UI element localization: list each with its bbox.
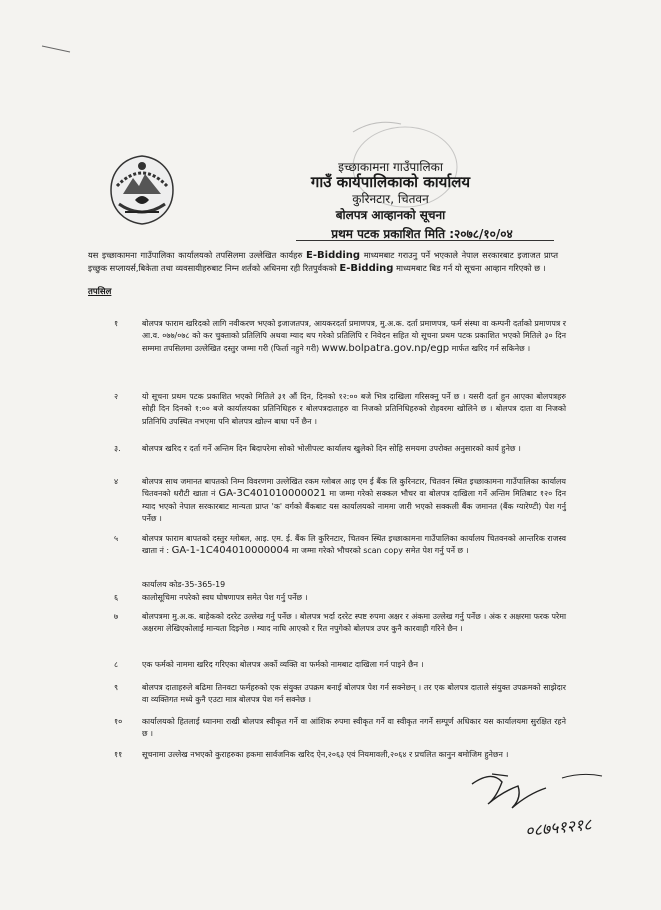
revenue-account: GA-1-1C404010000004 — [171, 545, 290, 557]
notice-title: बोलपत्र आव्हानको सूचना — [335, 208, 446, 222]
office-name: इच्छाकामना गाउँपालिका — [338, 160, 443, 174]
signature-date: ०८७५१२१८ — [524, 814, 593, 841]
notice-page: इच्छाकामना गाउँपालिका गाउँ कार्यपालिकाको कार्यालय कुरिनटार, चितवन बोलपत्र आव्हानको सूचना प्रथम पटक प्रकाशित मिति :२०७८/१०/०४ यस इच्छाकामना गाउँपालिका कार्यालयको तपसिलमा उल्लेखित कार्यहरु E-Bidding माध्यमबाट गराउनु पर्ने भएकाले नेपाल सरकारबाट इजाजत प्राप्त इच्छुक सप्लायर्स,बिकेता तथा व्यवसायीहरुबाट निम्न शर्तको अधिनमा रही रितपुर्वकको E-Bidding माध्यमबाट बिड गर्न यो सूचना आव्हान गरिएको छ । तपसिल १ बोलपत्र फाराम खरिदको लागि नवीकरण भएको इजाजतपत्र, आयकरदर्ता प्रमाणपत्र, मु.अ.क. दर्ता प्रमाणपत्र, फर्म संस्था वा कम्पनी दर्ताको प्रमाणपत्र र आ.व. ०७७/०७८ को कर चुक्ताको प्रतिलिपि अथवा म्याद थप गरेको प्रतिलिपि र निवेदन सहित यो सूचना प्रथम पटक प्रकाशित भएको मितिले ३० दिन सम्ममा तपसिलमा उल्लेखित दस्तुर जम्मा गरी (फिर्ता नहुने गरी) www.bolpatra.gov.np/egp मार्फत खरिद गर्न सकिनेछ । २ यो सूचना प्रथम पटक प्रकाशित भएको मितिले ३१ औं दिन, दिनको १२:०० बजे भित्र दाखिला गरिसक्नु पर्ने छ । यसरी दर्ता हुन आएका बोलपत्रहरु सोही दिन दिनको १:०० बजे कार्यालयका प्रतिनिधिहरु र बोलपत्रदाताहरु वा निजको प्रतिनिधिहरुको रोहवरमा खोलिने छ । बोलपत्र दाता वा निजको प्रतिनिधि उपस्थित नभएमा पनि बोलपत्र खोल्न बाधा पर्ने छैन । ३. बोलपत्र खरिद र दर्ता गर्ने अन्तिम दिन बिदापरेमा सोको भोलीपल्ट कार्यालय खुलेको दिन सोहि समयमा उपरोक्त अनुसारको कार्य हुनेछ । ४ बोलपत्र साथ जमानत बापतको निम्न विवरणमा उल्लेखित रकम ग्लोबल आइ एम ई बैंक लि कुरिनटार, चितवन स्थित इच्छाकामना गाउँपालिका कार्यालय चितवनको धरौटी खाता नं GA-3C401010000021 मा जम्मा गरेको सक्कल भौचर वा बोलपत्र दाखिला गर्ने अन्तिम मितिबाट १२० दिन म्याद भएको नेपाल सरकारबाट मान्यता प्राप्त 'क' वर्गको बैंकबाट यस कार्यालयको नाममा जारी भएको सक्कली बैंक जमानत (बैंक ग्यारेण्टी) पेश गर्नु पर्नेछ । ५ बोलपत्र फाराम बापतको दस्तुर ग्लोबल, आइ. एम. ई. बैंक लि कुरिनटार, चितवन स्थित इच्छाकामना गाउँपालिका कार्यालय चितवनको आन्तरिक राजस्व खाता नं : GA-1-1C404010000004 मा जम्मा गरेको भौचरको scan copy समेत पेश गर्नु पर्ने छ । कार्यालय कोड-35-365-19 ६ कालोसूचिमा नपरेको स्वघ घोषणापत्र समेत पेश गर्नु पर्नेछ । ७ बोलपत्रमा मु.अ.क. बाहेकको दररेट उल्लेख गर्नु पर्नेछ । बोलपत्र भर्दा दररेट स्पष्ट रुपमा अक्षर र अंकमा उल्लेख गर्नु पर्नेछ । अंक र अक्षरमा फरक परेमा अक्षरमा लेखिएकोलाई मान्यता दिइनेछ । म्याद नाघि आएको र रित नपुगेको बोलपत्र उपर कुनै कारवाही गरिने छैन । ८ एक फर्मको नाममा खरिद गरिएका बोलपत्र अर्को व्यक्ति वा फर्मको नामबाट दाखिला गर्न पाइने छैन । ९ बोलपत्र दाताहरुले बढिमा तिनवटा फर्महरुको एक संयुक्त उपक्रम बनाई बोलपत्र पेश गर्न सक्नेछन् । तर एक बोलपत्र दाताले संयुक्त उपक्रमको साझेदार वा व्यक्तिगत मध्ये कुनै एउटा मात्र बोलपत्र पेश गर्न सक्नेछ । १० कार्यालयको हितलाई ध्यानमा राखी बोलपत्र स्वीकृत गर्ने वा आंशिक रुपमा स्वीकृत गर्ने वा स्वीकृत नगर्ने सम्पूर्ण अधिकार यस कार्यालयमा सुरक्षित रहने छ । ११ सूचनामा उल्लेख नभएको कुराहरुका हकमा सार्वजनिक खरिद ऐन,२०६३ एवं नियमावली,२०६४ र प्रचलित कानुन बमोजिम हुनेछन । ०८७५१२१८ — [0, 0, 661, 910]
publication-date: प्रथम पटक प्रकाशित मिति :२०७८/१०/०४ — [331, 227, 513, 241]
egp-link[interactable]: www.bolpatra.gov.np/egp — [321, 342, 450, 354]
scan-mark — [40, 42, 80, 56]
deposit-account: GA-3C401010000021 — [218, 488, 327, 500]
intro-paragraph: यस इच्छाकामना गाउँपालिका कार्यालयको तपसिलमा उल्लेखित कार्यहरु E-Bidding माध्यमबाट गराउनु पर्ने भएकाले नेपाल सरकारबाट इजाजत प्राप्त इच्छुक सप्लायर्स,बिकेता तथा व्यवसायीहरुबाट निम्न शर्तको अधिनमा रही रितपुर्वकको E-Bidding माध्यमबाट बिड गर्न यो सूचना आव्हान गरिएको छ । — [88, 250, 558, 275]
divider — [296, 240, 554, 241]
office-code: कार्यालय कोड-35-365-19 — [142, 580, 226, 589]
schedule-label: तपसिल — [88, 287, 112, 297]
office-location: कुरिनटार, चितवन — [352, 192, 429, 206]
office-title: गाउँ कार्यपालिकाको कार्यालय — [310, 173, 471, 191]
